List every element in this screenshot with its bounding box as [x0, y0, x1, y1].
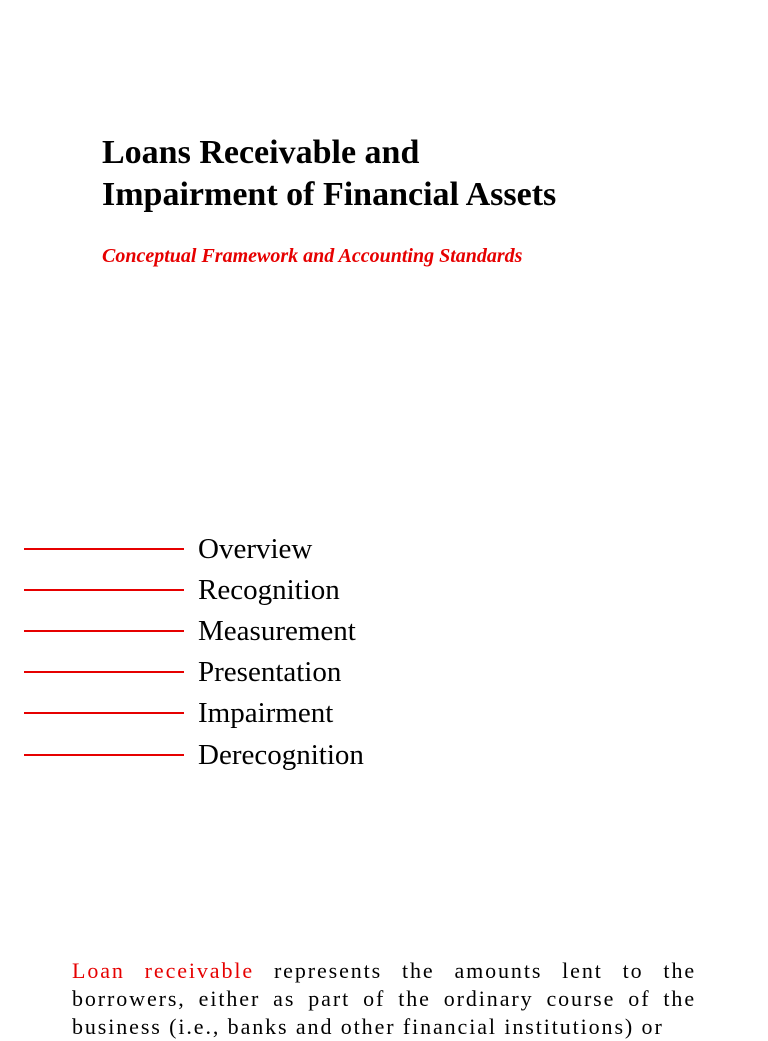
topic-item-measurement [24, 610, 364, 651]
topic-item-recognition [24, 569, 364, 610]
definition-text: represents the amounts lent to the borrowers, either as part of the ordinary course of the business (i.e., banks and other financial institutions) or [72, 958, 697, 1039]
document-title [102, 132, 556, 216]
definition-paragraph [72, 957, 696, 1041]
topic-label: Impairment [198, 697, 334, 730]
topic-list [24, 528, 364, 775]
title-line-1: Loans Receivable and [102, 134, 420, 171]
topic-label: Recognition [198, 573, 340, 606]
topic-item-presentation [24, 652, 364, 693]
topic-item-overview [24, 528, 364, 569]
topic-rule [24, 671, 184, 673]
topic-rule [24, 630, 184, 632]
title-line-2: Impairment of Financial Assets [102, 176, 557, 213]
topic-label: Overview [198, 532, 313, 565]
topic-label: Presentation [198, 656, 342, 689]
topic-rule [24, 754, 184, 756]
definition-term: Loan receivable [72, 958, 255, 983]
topic-rule [24, 589, 184, 591]
topic-item-derecognition [24, 734, 364, 775]
topic-rule [24, 548, 184, 550]
topic-item-impairment [24, 693, 364, 734]
topic-label: Measurement [198, 614, 356, 647]
topic-rule [24, 712, 184, 714]
document-subtitle: Conceptual Framework and Accounting Standards [102, 245, 523, 267]
topic-label: Derecognition [198, 738, 364, 771]
